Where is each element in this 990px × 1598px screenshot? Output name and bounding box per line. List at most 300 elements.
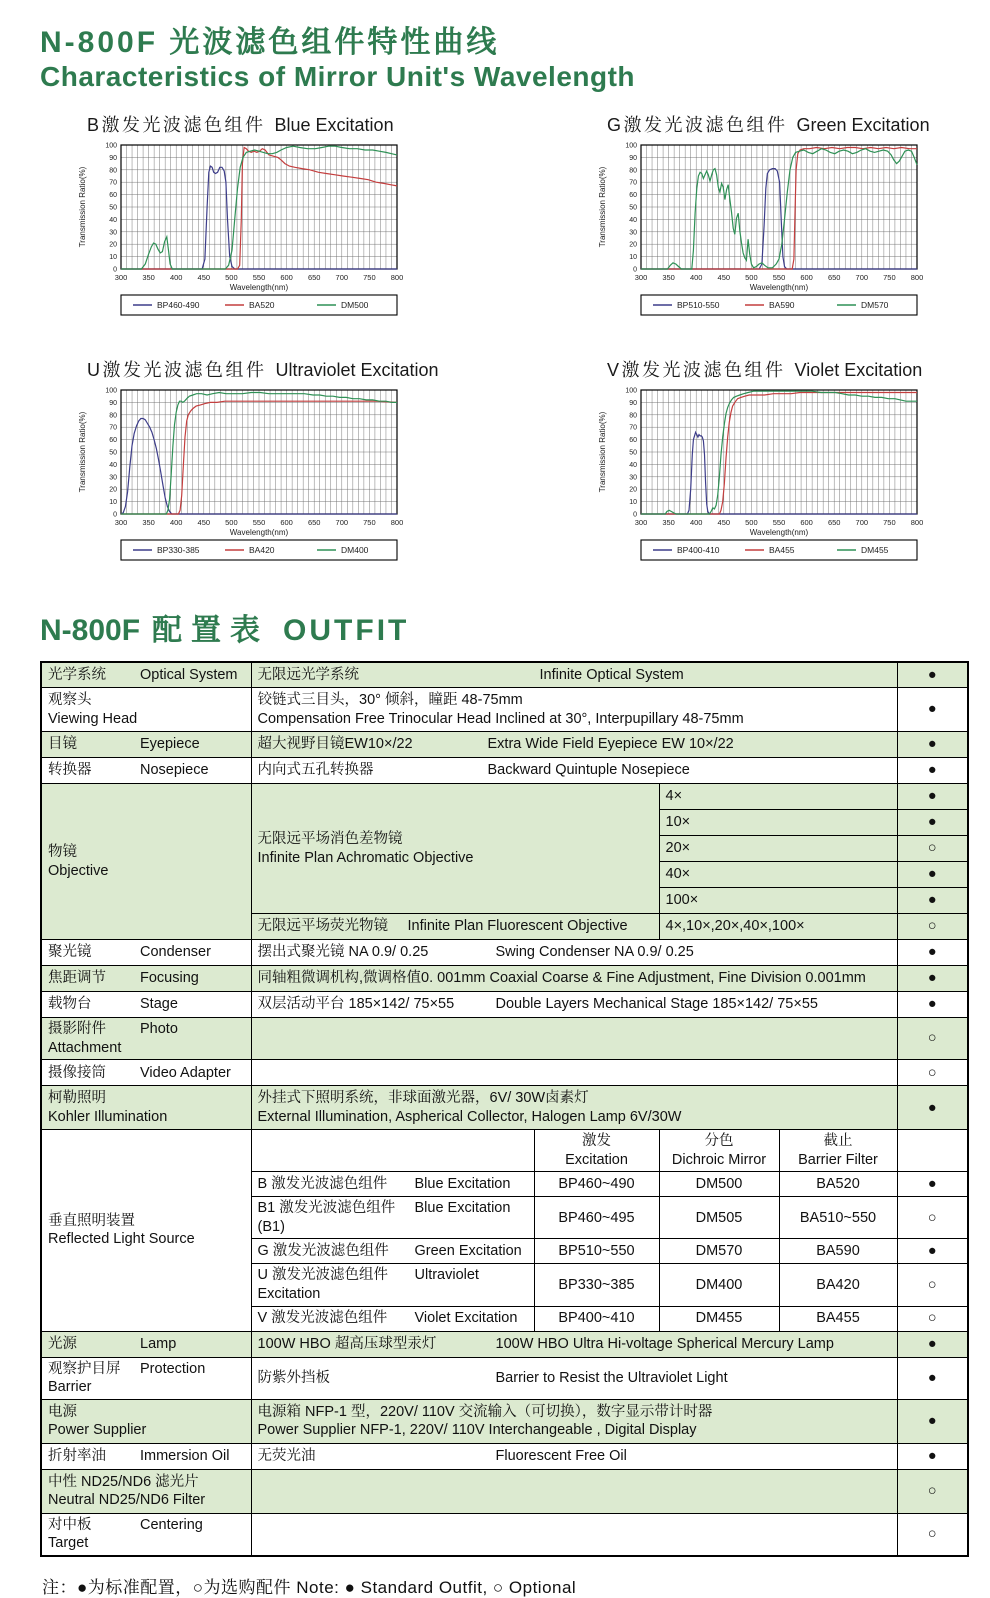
svg-text:450: 450 [717,517,731,527]
cell-text-zh: 同轴粗微调机构,微调格值0. 001mm [257,970,486,987]
value-cell: BP510~550 [534,1239,659,1264]
chart-title-zh: V激发光波滤色组件 [607,359,786,380]
svg-text:80: 80 [629,411,637,419]
description-cell [251,758,897,784]
filter-name-cell [251,1306,534,1331]
svg-text:80: 80 [629,166,637,174]
outfit-dot-cell: ● [897,1086,968,1130]
svg-text:750: 750 [363,517,376,527]
cell-text-zh: 电源 [48,1403,77,1420]
description-cell [251,1086,897,1130]
outfit-dot-cell: ● [897,1399,968,1443]
charts-grid [75,111,965,579]
svg-text:750: 750 [883,272,896,282]
magnification-cell: 40× [659,862,897,888]
x-axis-label: Wavelength(nm) [229,527,289,537]
row-label-cell [41,1513,251,1556]
svg-text:90: 90 [109,399,117,407]
y-axis-label: Transmission Ratio(%) [78,166,87,247]
outfit-dot-cell: ● [897,862,968,888]
value-cell: BP400~410 [534,1306,659,1331]
svg-text:800: 800 [910,517,924,527]
chart-legend [121,540,397,560]
row-label-cell [41,1060,251,1086]
svg-text:550: 550 [252,272,266,282]
cell-text-zh: 截止 [823,1133,853,1150]
cell-text-en: Eyepiece [140,736,200,753]
cell-text-en: Dichroic Mirror [671,1151,767,1168]
cell-text-zh: 内向式五孔转换器 [257,762,374,779]
value-cell: BA590 [779,1239,897,1264]
cell-text-en: Centering Target [48,1516,203,1552]
svg-text:70: 70 [629,424,637,432]
cell-text-zh: 焦距调节 [48,970,106,987]
svg-text:750: 750 [363,272,376,282]
svg-text:350: 350 [142,517,155,527]
cell-text-zh: 中性 ND25/ND6 滤光片 [48,1473,199,1490]
svg-text:10: 10 [629,253,637,261]
cell-text-en: Violet Excitation [414,1310,518,1327]
outfit-dot-cell: ● [897,966,968,992]
svg-text:0: 0 [113,266,117,274]
row-label-cell [41,992,251,1018]
cell-text-zh: 分色 [704,1133,734,1150]
table-row [41,1513,968,1556]
cell-text-en: Stage [140,996,178,1013]
model-number: N-800F [40,26,159,59]
cell-text-en: Double Layers Mechanical Stage 185×142/ 75×55 [495,996,818,1013]
svg-text:500: 500 [745,517,758,527]
svg-text:80: 80 [109,166,117,174]
description-cell [251,732,897,758]
cell-text-en: Infinite Optical System [539,666,684,683]
x-axis-label: Wavelength(nm) [229,282,289,292]
svg-text:30: 30 [109,228,117,236]
x-axis-label: Wavelength(nm) [749,282,809,292]
svg-text:60: 60 [629,436,637,444]
svg-text:800: 800 [390,517,404,527]
svg-text:50: 50 [109,204,117,212]
row-label-cell [41,1018,251,1060]
cell-text-en: Condenser [140,944,211,961]
column-header-cell [779,1130,897,1172]
chart-title-zh: U激发光波滤色组件 [87,359,267,380]
svg-text:400: 400 [689,517,703,527]
cell-text-en: Blue Excitation [414,1176,511,1193]
svg-text:10: 10 [629,498,637,506]
excitation-chart-svg [75,384,415,574]
cell-text-zh: 光学系统 [48,666,106,683]
outfit-dot-cell: ● [897,1443,968,1469]
cell-text-zh: 观察护目屏 [48,1360,121,1377]
svg-text:450: 450 [717,272,731,282]
cell-text-zh: 双层活动平台 185×142/ 75×55 [257,996,455,1013]
description-cell [251,1357,897,1399]
outfit-dot-cell: ● [897,1357,968,1399]
cell-text-zh: 垂直照明装置 [48,1212,135,1229]
chart-ultraviolet-excitation [75,356,595,579]
table-row [41,992,968,1018]
svg-text:650: 650 [307,272,321,282]
outfit-dot-cell: ● [897,940,968,966]
svg-text:400: 400 [689,272,703,282]
cell-text-en: Fluorescent Free Oil [495,1447,627,1464]
cell-text-zh: 100W HBO 超高压球型汞灯 [257,1335,437,1352]
table-row [41,1331,968,1357]
chart-title-ultraviolet-excitation [87,356,595,382]
cell-text-en: Blue Excitation (B1) [257,1200,511,1235]
table-row [41,1443,968,1469]
svg-text:650: 650 [827,517,841,527]
outfit-dot-cell: ● [897,732,968,758]
cell-text-zh: 摄影附件 [48,1021,106,1038]
table-row [41,966,968,992]
cell-text-zh: 电源箱 NFP-1 型，220V/ 110V 交流输入（可切换），数字显示带计时器 [257,1403,713,1420]
description-cell [251,688,897,732]
row-label-cell [41,1130,251,1331]
chart-legend [121,295,397,315]
cell-text-en: Power Supplier [48,1422,147,1439]
cell-text-en: Video Adapter [140,1064,231,1081]
table-row [41,1357,968,1399]
svg-text:10: 10 [109,498,117,506]
table-row [41,758,968,784]
description-cell [251,1331,897,1357]
chart-grid [121,390,397,514]
svg-text:300: 300 [114,272,128,282]
value-cell: DM400 [659,1264,779,1306]
cell-text-en: Excitation [565,1151,628,1168]
value-cell: BA455 [779,1306,897,1331]
outfit-dot-cell: ○ [897,1306,968,1331]
svg-text:500: 500 [745,272,758,282]
svg-text:600: 600 [800,272,813,282]
svg-text:50: 50 [109,449,117,457]
chart-green-excitation [595,111,955,334]
magnification-cell: 10× [659,810,897,836]
cell-text-en: Infinite Plan Fluorescent Objective [407,918,628,935]
filter-name-cell [251,1197,534,1239]
magnification-cell: 4×,10×,20×,40×,100× [659,914,897,940]
legend-label: BP400-410 [677,544,720,555]
outfit-dot-cell: ○ [897,1513,968,1556]
cell-text-zh: 外挂式下照明系统，非球面激光器，6V/ 30W卤素灯 [257,1090,589,1107]
filter-name-cell [251,1239,534,1264]
outfit-dot-cell: ● [897,662,968,688]
table-row [41,940,968,966]
table-row [41,1018,968,1060]
cell-text-zh: 超大视野目镜EW10×/22 [257,736,413,753]
cell-text-en: Neutral ND25/ND6 Filter [48,1492,206,1509]
cell-text-zh: G 激发光波滤色组件 [257,1243,389,1260]
svg-text:70: 70 [109,179,117,187]
chart-title-en: Ultraviolet Excitation [275,359,439,380]
row-label-cell [41,1331,251,1357]
description-cell [251,662,897,688]
row-label-cell [41,1086,251,1130]
cell-text-zh: 折射率油 [48,1447,106,1464]
legend-label: BA520 [249,299,275,310]
svg-text:90: 90 [109,154,117,162]
svg-text:20: 20 [109,486,117,494]
cell-text-en: 100W HBO Ultra Hi-voltage Spherical Mercury Lamp [495,1335,834,1352]
description-cell [251,992,897,1018]
outfit-dot-cell: ● [897,1239,968,1264]
cell-text-zh: 防紫外挡板 [257,1369,330,1386]
svg-text:300: 300 [114,517,128,527]
table-row [41,1469,968,1513]
value-cell: BP330~385 [534,1264,659,1306]
cell-text-en: External Illumination, Aspherical Collector, Halogen Lamp 6V/30W [257,1108,682,1125]
svg-text:600: 600 [280,272,293,282]
legend-label: DM400 [341,544,369,555]
row-label-cell [41,784,251,940]
cell-text-en: Optical System [140,666,238,683]
svg-text:550: 550 [252,517,266,527]
svg-text:50: 50 [629,449,637,457]
description-cell [251,1513,897,1556]
svg-text:300: 300 [634,517,648,527]
legend-label: BP330-385 [157,544,200,555]
description-cell [251,784,659,914]
filter-name-cell [251,1264,534,1306]
row-label-cell [41,940,251,966]
outfit-dot-cell: ● [897,888,968,914]
description-cell [251,1443,897,1469]
svg-text:90: 90 [629,154,637,162]
svg-text:700: 700 [855,272,869,282]
svg-text:600: 600 [280,517,293,527]
chart-title-blue-excitation [87,111,595,137]
description-cell [251,1018,897,1060]
legend-label: BA590 [769,299,795,310]
cell-text-zh: 无限远平场消色差物镜 [257,831,403,848]
y-axis-label: Transmission Ratio(%) [598,411,607,492]
cell-text-en: Immersion Oil [140,1447,230,1464]
outfit-dot-cell: ○ [897,1018,968,1060]
legend-label: DM500 [341,299,369,310]
column-header-cell [534,1130,659,1172]
legend-label: BA420 [249,544,275,555]
legend-label: DM455 [861,544,889,555]
description-cell [251,940,897,966]
svg-text:60: 60 [109,191,117,199]
cell-text-zh: 观察头 [48,692,92,709]
cell-text-en: Protection Barrier [48,1360,206,1396]
footnote: 注：●为标准配置，○为选购配件 Note: ● Standard Outfit, ○ Optional [42,1577,577,1597]
cell-text-en: Reflected Light Source [48,1231,195,1248]
svg-text:550: 550 [772,272,786,282]
magnification-cell: 20× [659,836,897,862]
svg-text:600: 600 [800,517,813,527]
row-label-cell [41,662,251,688]
value-cell: DM505 [659,1197,779,1239]
svg-text:30: 30 [109,473,117,481]
page-title-zh: N-800F 光波滤色组件特性曲线 [40,26,500,59]
chart-legend [641,295,917,315]
svg-text:800: 800 [390,272,404,282]
x-axis-label: Wavelength(nm) [749,527,809,537]
svg-text:20: 20 [629,241,637,249]
outfit-dot-cell: ● [897,1331,968,1357]
svg-text:20: 20 [629,486,637,494]
outfit-title: N-800F 配置表 OUTFIT [40,613,410,647]
table-row [41,1060,968,1086]
svg-text:650: 650 [307,517,321,527]
svg-text:700: 700 [855,517,869,527]
legend-label: BP510-550 [677,299,720,310]
excitation-chart-svg [75,139,415,329]
cell-text-zh: 铰链式三目头，30° 倾斜，瞳距 48-75mm [257,692,523,709]
cell-text-en: Photo Attachment [48,1021,178,1056]
svg-text:450: 450 [197,272,211,282]
outfit-dot-cell [897,1130,968,1172]
table-row [41,732,968,758]
svg-text:350: 350 [662,517,675,527]
value-cell: DM570 [659,1239,779,1264]
excitation-chart-svg [595,139,935,329]
cell-text-zh: V 激发光波滤色组件 [257,1310,388,1327]
svg-text:30: 30 [629,473,637,481]
svg-text:40: 40 [109,216,117,224]
row-label-cell [41,1469,251,1513]
y-axis-label: Transmission Ratio(%) [78,411,87,492]
cell-text-zh: 光源 [48,1335,77,1352]
row-label-cell [41,758,251,784]
cell-text-zh: 摆出式聚光镜 NA 0.9/ 0.25 [257,944,429,961]
description-cell [251,1060,897,1086]
page-title-en: Characteristics of Mirror Unit's Wavelength [40,60,636,92]
cell-text-zh: B1 激发光波滤色组件 [257,1200,396,1217]
cell-text-en: Swing Condenser NA 0.9/ 0.25 [495,944,694,961]
chart-title-green-excitation [607,111,955,137]
legend-label: BA455 [769,544,795,555]
chart-title-violet-excitation [607,356,955,382]
svg-text:450: 450 [197,517,211,527]
cell-text-zh: 聚光镜 [48,944,92,961]
cell-text-en: Coaxial Coarse & Fine Adjustment, Fine Division 0.001mm [489,970,866,987]
outfit-dot-cell: ○ [897,1469,968,1513]
row-label-cell [41,1357,251,1399]
cell-text-zh: 柯勒照明 [48,1090,106,1107]
svg-text:0: 0 [633,266,637,274]
svg-text:40: 40 [629,461,637,469]
value-cell: BA420 [779,1264,897,1306]
table-row [41,784,968,810]
cell-text-en: Compensation Free Trinocular Head Inclined at 30°, Interpupillary 48-75mm [257,710,744,727]
outfit-table-body [41,662,968,1556]
outfit-dot-cell: ● [897,758,968,784]
cell-text-zh: 对中板 [48,1516,92,1533]
outfit-dot-cell: ● [897,992,968,1018]
svg-text:750: 750 [883,517,896,527]
chart-legend [641,540,917,560]
value-cell: BP460~490 [534,1172,659,1197]
value-cell: DM455 [659,1306,779,1331]
cell-text-zh: 摄像接筒 [48,1064,106,1081]
cell-text-zh: B 激发光波滤色组件 [257,1176,388,1193]
chart-grid [641,390,917,514]
outfit-dot-cell: ○ [897,1264,968,1306]
y-axis-label: Transmission Ratio(%) [598,166,607,247]
cell-text-en: Green Excitation [414,1243,522,1260]
svg-text:50: 50 [629,204,637,212]
svg-text:100: 100 [105,387,117,395]
svg-text:700: 700 [335,517,349,527]
svg-text:300: 300 [634,272,648,282]
outfit-dot-cell: ● [897,784,968,810]
cell-text-zh: U 激发光波滤色组件 [257,1267,388,1284]
outfit-dot-cell: ○ [897,914,968,940]
magnification-cell: 4× [659,784,897,810]
page-header [40,26,965,93]
legend-label: DM570 [861,299,889,310]
svg-text:40: 40 [109,461,117,469]
svg-text:400: 400 [169,517,183,527]
row-label-cell [41,688,251,732]
outfit-dot-cell: ● [897,1172,968,1197]
table-row [41,662,968,688]
outfit-dot-cell: ● [897,810,968,836]
svg-text:700: 700 [335,272,349,282]
svg-text:0: 0 [633,511,637,519]
table-row [41,1130,968,1172]
description-cell [251,966,897,992]
filter-name-cell [251,1172,534,1197]
row-label-cell [41,966,251,992]
cell-text-en: Viewing Head [48,710,138,727]
svg-text:90: 90 [629,399,637,407]
value-cell: DM500 [659,1172,779,1197]
svg-text:100: 100 [625,387,637,395]
cell-text-en: Ultraviolet Excitation [257,1267,479,1303]
outfit-dot-cell: ○ [897,1197,968,1239]
chart-title-en: Blue Excitation [274,114,394,135]
row-label-cell [41,1399,251,1443]
svg-text:350: 350 [142,272,155,282]
svg-text:80: 80 [109,411,117,419]
chart-title-en: Green Excitation [796,114,930,135]
description-cell [251,914,659,940]
cell-text-en: Extra Wide Field Eyepiece EW 10×/22 [487,736,734,753]
svg-text:60: 60 [109,436,117,444]
cell-text-zh: 激发 [582,1133,611,1150]
svg-text:30: 30 [629,228,637,236]
outfit-table [40,661,969,1557]
excitation-chart-svg [595,384,935,574]
outfit-dot-cell: ○ [897,1060,968,1086]
cell-text-en: Kohler Illumination [48,1108,168,1125]
row-label-cell [41,732,251,758]
value-cell: BA520 [779,1172,897,1197]
chart-title-en: Violet Excitation [794,359,923,380]
svg-text:100: 100 [105,142,117,150]
svg-text:500: 500 [225,272,238,282]
empty-cell [251,1130,534,1172]
cell-text-en: Power Supplier NFP-1, 220V/ 110V Interchangeable , Digital Display [257,1422,697,1439]
table-row [41,1399,968,1443]
table-row [41,1086,968,1130]
svg-text:70: 70 [109,424,117,432]
table-row [41,688,968,732]
column-header-cell [659,1130,779,1172]
svg-text:400: 400 [169,272,183,282]
cell-text-en: Infinite Plan Achromatic Objective [257,849,474,866]
value-cell: BP460~495 [534,1197,659,1239]
description-cell [251,1469,897,1513]
svg-text:800: 800 [910,272,924,282]
svg-text:0: 0 [113,511,117,519]
